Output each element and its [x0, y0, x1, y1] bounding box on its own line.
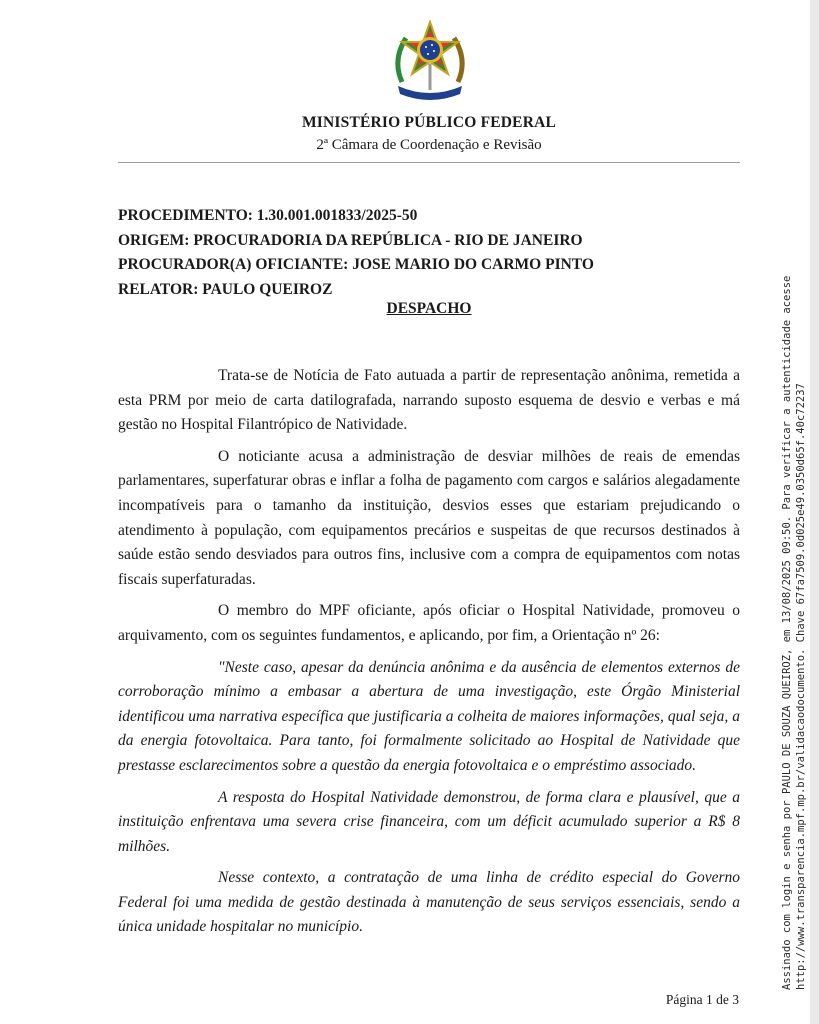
quoted-paragraph: Nesse contexto, a contratação de uma linha de crédito especial do Governo Federal foi uma medida de gestão destinada à manutenção de seus serviços essenciais, sendo a única unidade hospitalar no município.	[118, 869, 740, 936]
quoted-paragraph: A resposta do Hospital Natividade demonstrou, de forma clara e plausível, que a instituição enfrentava uma severa crise financeira, com um déficit acumulado superior a R$ 8 milhões.	[118, 788, 740, 855]
document-title: DESPACHO	[386, 300, 472, 317]
procedure-metadata	[118, 204, 758, 302]
relator-line: RELATOR: PAULO QUEIROZ	[118, 280, 333, 298]
chamber-subtitle: 2ª Câmara de Coordenação e Revisão	[316, 137, 542, 153]
signature-line: Assinado com login e senha por PAULO DE SOUZA QUEIROZ, em 13/08/2025 09:50. Para verificar a autenticidade acesse	[781, 275, 793, 990]
brazil-coat-of-arms-emblem	[390, 20, 470, 106]
procurador-line: PROCURADOR(A) OFICIANTE: JOSE MARIO DO CARMO PINTO	[118, 256, 594, 273]
verification-link[interactable]: http://www.transparencia.mpf.mp.br/validacaodocumento. Chave 67fa7509.0d025e49.0350d65f.40c72237	[794, 383, 807, 990]
document-body	[118, 364, 740, 947]
page-number: Página 1 de 3	[665, 992, 739, 1007]
body-paragraph: Trata-se de Notícia de Fato autuada a partir de representação anônima, remetida a esta PRM por meio de carta datilografada, narrando suposto esquema de desvio e verbas e má gestão no Hospital Filantrópico de Natividade.	[118, 367, 740, 434]
scan-edge	[810, 0, 819, 1024]
body-paragraph: O membro do MPF oficiante, após oficiar o Hospital Natividade, promoveu o arquivamento, com os seguintes fundamentos, e aplicando, por fim, a Orientação nº 26:	[118, 602, 740, 644]
origem-line: ORIGEM: PROCURADORIA DA REPÚBLICA - RIO DE JANEIRO	[118, 231, 583, 249]
procedimento-line: PROCEDIMENTO: 1.30.001.001833/2025-50	[118, 207, 418, 224]
quoted-paragraph: "Neste caso, apesar da denúncia anônima e da ausência de elementos externos de corroboração mínimo a embasar a abertura de uma investigação, este Órgão Ministerial identificou uma narrativa específica que justificaria a colheita de maiores informações, qual seja, a da energia fotovoltaica. Para tanto, foi formalmente solicitado ao Hospital de Natividade que prestasse esclarecimentos sobre a questão da energia fotovoltaica e o empréstimo associado.	[118, 658, 740, 774]
body-paragraph: O noticiante acusa a administração de desviar milhões de reais de emendas parlamentares, superfaturar obras e inflar a folha de pagamento com cargos e salários alegadamente incompatíveis para o tamanho da instituição, desvios esses que estariam prejudicando o atendimento à população, com equipamentos precários e suspeitas de que recursos destinados à saúde estão sendo desviados para outros fins, inclusive com a compra de equipamentos com notas fiscais superfaturadas.	[118, 447, 740, 588]
header-divider	[118, 162, 740, 163]
ministry-title: MINISTÉRIO PÚBLICO FEDERAL	[301, 114, 557, 131]
